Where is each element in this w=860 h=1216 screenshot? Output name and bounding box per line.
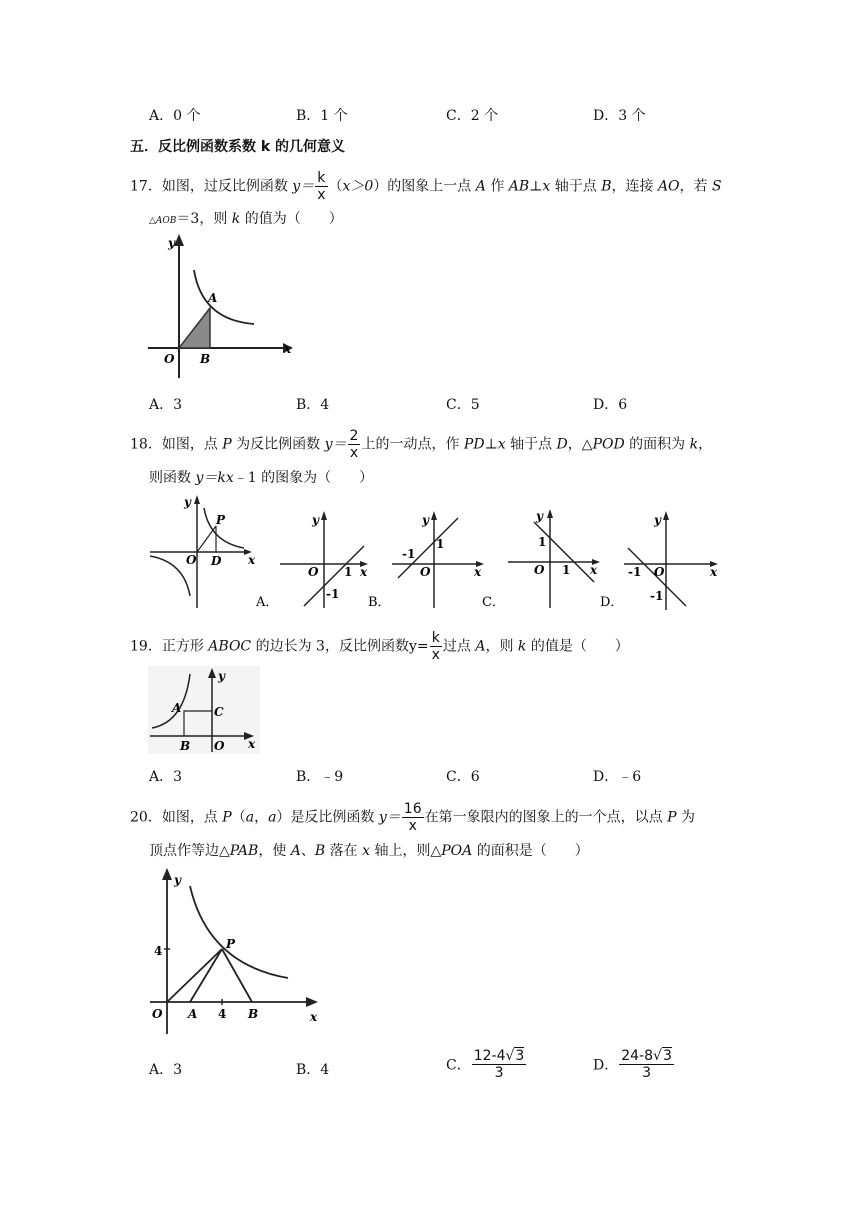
q18-graph-a-x: x [360,565,368,579]
q18-graph-b-o: O [420,565,431,579]
q16-option-c[interactable]: C．2 个 [446,108,499,124]
q18-graph-d-letter: D． [600,595,624,610]
q20-fig-y-label: y [174,873,181,887]
q19-text-line1: 19．正方形 ABOC 的边长为 3，反比例函数y= $\frac{k}{x}$ 过点 A，则 k 的值是（ ） [130,630,629,663]
q19-option-a[interactable]: A．3 [149,769,183,785]
q18-graph-c-y: y [536,509,543,523]
q19-fig-x-label: x [248,737,256,751]
q19-fig-c-label: C [214,705,224,719]
q20-option-a[interactable]: A．3 [149,1062,183,1078]
q19-option-d[interactable]: D．﹣6 [593,769,642,785]
q17-option-b[interactable]: B．4 [296,397,330,413]
q18-fig-o-label: O [186,553,197,567]
q17-fig-b-label: B [200,352,211,366]
q18-graph-c-l2: 1 [562,563,571,577]
q18-graph-a-o: O [308,565,319,579]
q18-graph-a[interactable] [256,508,370,612]
q18-graph-b[interactable] [368,508,488,612]
q19-fig-o-label: O [214,739,225,753]
q18-fig-x-label: x [248,553,256,567]
q20-option-d-fraction: $\frac{24-8√3}{3}$ [621,1048,672,1081]
q18-graph-d-o: O [654,565,665,579]
q20-fig-o-label: O [152,1007,163,1021]
q20-fig-4x-label: 4 [218,1007,227,1021]
q18-graph-c-o: O [534,563,545,577]
q18-graph-a-l2: -1 [326,587,340,601]
q19-fig-b-label: B [180,739,191,753]
q17-text-line1: 17．如图，过反比例函数 y＝ $\frac{k}{x}$ （x＞0）的图象上一点 A 作 AB⊥x 轴于点 B，连接 AO，若 S [130,170,722,203]
q16-option-d[interactable]: D．3 个 [593,108,646,124]
q20-option-c-fraction: $\frac{12-4√3}{3}$ [473,1048,525,1081]
q18-fraction: $\frac{2}{x}$ [349,428,359,461]
q17-option-d[interactable]: D．6 [593,397,628,413]
q20-text-line1: 20．如图，点 P（a，a）是反比例函数 y＝ $\frac{16}{x}$ 在第一象限内的图象上的一个点，以点 P 为 [130,801,695,834]
q18-figure [148,492,258,610]
q18-graph-d[interactable] [598,508,724,612]
q18-fig-y-label: y [184,495,191,509]
q17-fig-y-label: y [168,236,175,250]
q18-graph-b-y: y [422,513,429,527]
q20-fig-x-label: x [310,1010,318,1024]
q18-graph-d-y: y [654,513,661,527]
q18-graph-c-x: x [590,563,598,577]
q19-option-b[interactable]: B．﹣9 [296,769,344,785]
q18-graph-d-l1: -1 [628,565,642,579]
q20-fig-4y-label: 4 [154,944,163,958]
q18-graph-c-letter: C． [482,595,505,610]
q20-option-b[interactable]: B．4 [296,1062,330,1078]
q20-text-line2: 顶点作等边△PAB，使 A、B 落在 x 轴上，则△POA 的面积是（ ） [149,843,589,859]
q17-fraction: $\frac{k}{x}$ [317,170,326,203]
q18-fig-d-label: D [211,554,222,568]
q17-text-line2: △AOB＝3，则 k 的值为（ ） [149,211,343,227]
q18-graph-d-x: x [710,565,718,579]
q17-fig-a-label: A [208,291,218,305]
q17-fig-x-label: x [284,342,292,356]
q16-option-a[interactable]: A．0 个 [149,108,201,124]
q18-graph-c-l1: 1 [538,535,547,549]
q18-fig-p-label: P [216,513,226,527]
q20-fig-p-label: P [226,937,236,951]
q18-graph-a-y: y [312,513,319,527]
q17-option-a[interactable]: A．3 [149,397,183,413]
q19-figure [148,666,260,754]
q19-fraction: $\frac{k}{x}$ [431,630,440,663]
q17-option-c[interactable]: C．5 [446,397,480,413]
q16-option-b[interactable]: B．1 个 [296,108,348,124]
q18-graph-b-letter: B． [368,595,391,610]
q18-text-line2: 则函数 y＝kx﹣1 的图象为（ ） [149,470,374,486]
q18-graph-b-x: x [474,565,482,579]
q20-option-d[interactable]: D． $\frac{24-8√3}{3}$ [593,1048,672,1081]
q20-option-c[interactable]: C． $\frac{12-4√3}{3}$ [446,1048,525,1081]
q20-fig-b-label: B [248,1007,259,1021]
section-title: 五．反比例函数系数 k 的几何意义 [130,139,346,155]
q18-graph-c[interactable] [482,506,606,612]
q19-option-c[interactable]: C．6 [446,769,480,785]
q17-figure [148,232,293,380]
q20-fraction: $\frac{16}{x}$ [403,801,422,834]
q18-graph-b-l2: -1 [402,547,416,561]
q19-fig-a-label: A [172,701,182,715]
q20-fig-a-label: A [188,1007,198,1021]
q19-fig-y-label: y [218,669,225,683]
q18-graph-a-letter: A． [256,595,279,610]
q17-fig-o-label: O [164,352,175,366]
q18-graph-d-l2: -1 [650,589,664,603]
q18-graph-a-l1: 1 [344,565,353,579]
q20-figure [150,866,330,1026]
q18-graph-b-l1: 1 [436,537,445,551]
q18-text-line1: 18．如图，点 P 为反比例函数 y＝ $\frac{2}{x}$ 上的一动点，作 PD⊥x 轴于点 D，△POD 的面积为 k， [130,428,713,461]
